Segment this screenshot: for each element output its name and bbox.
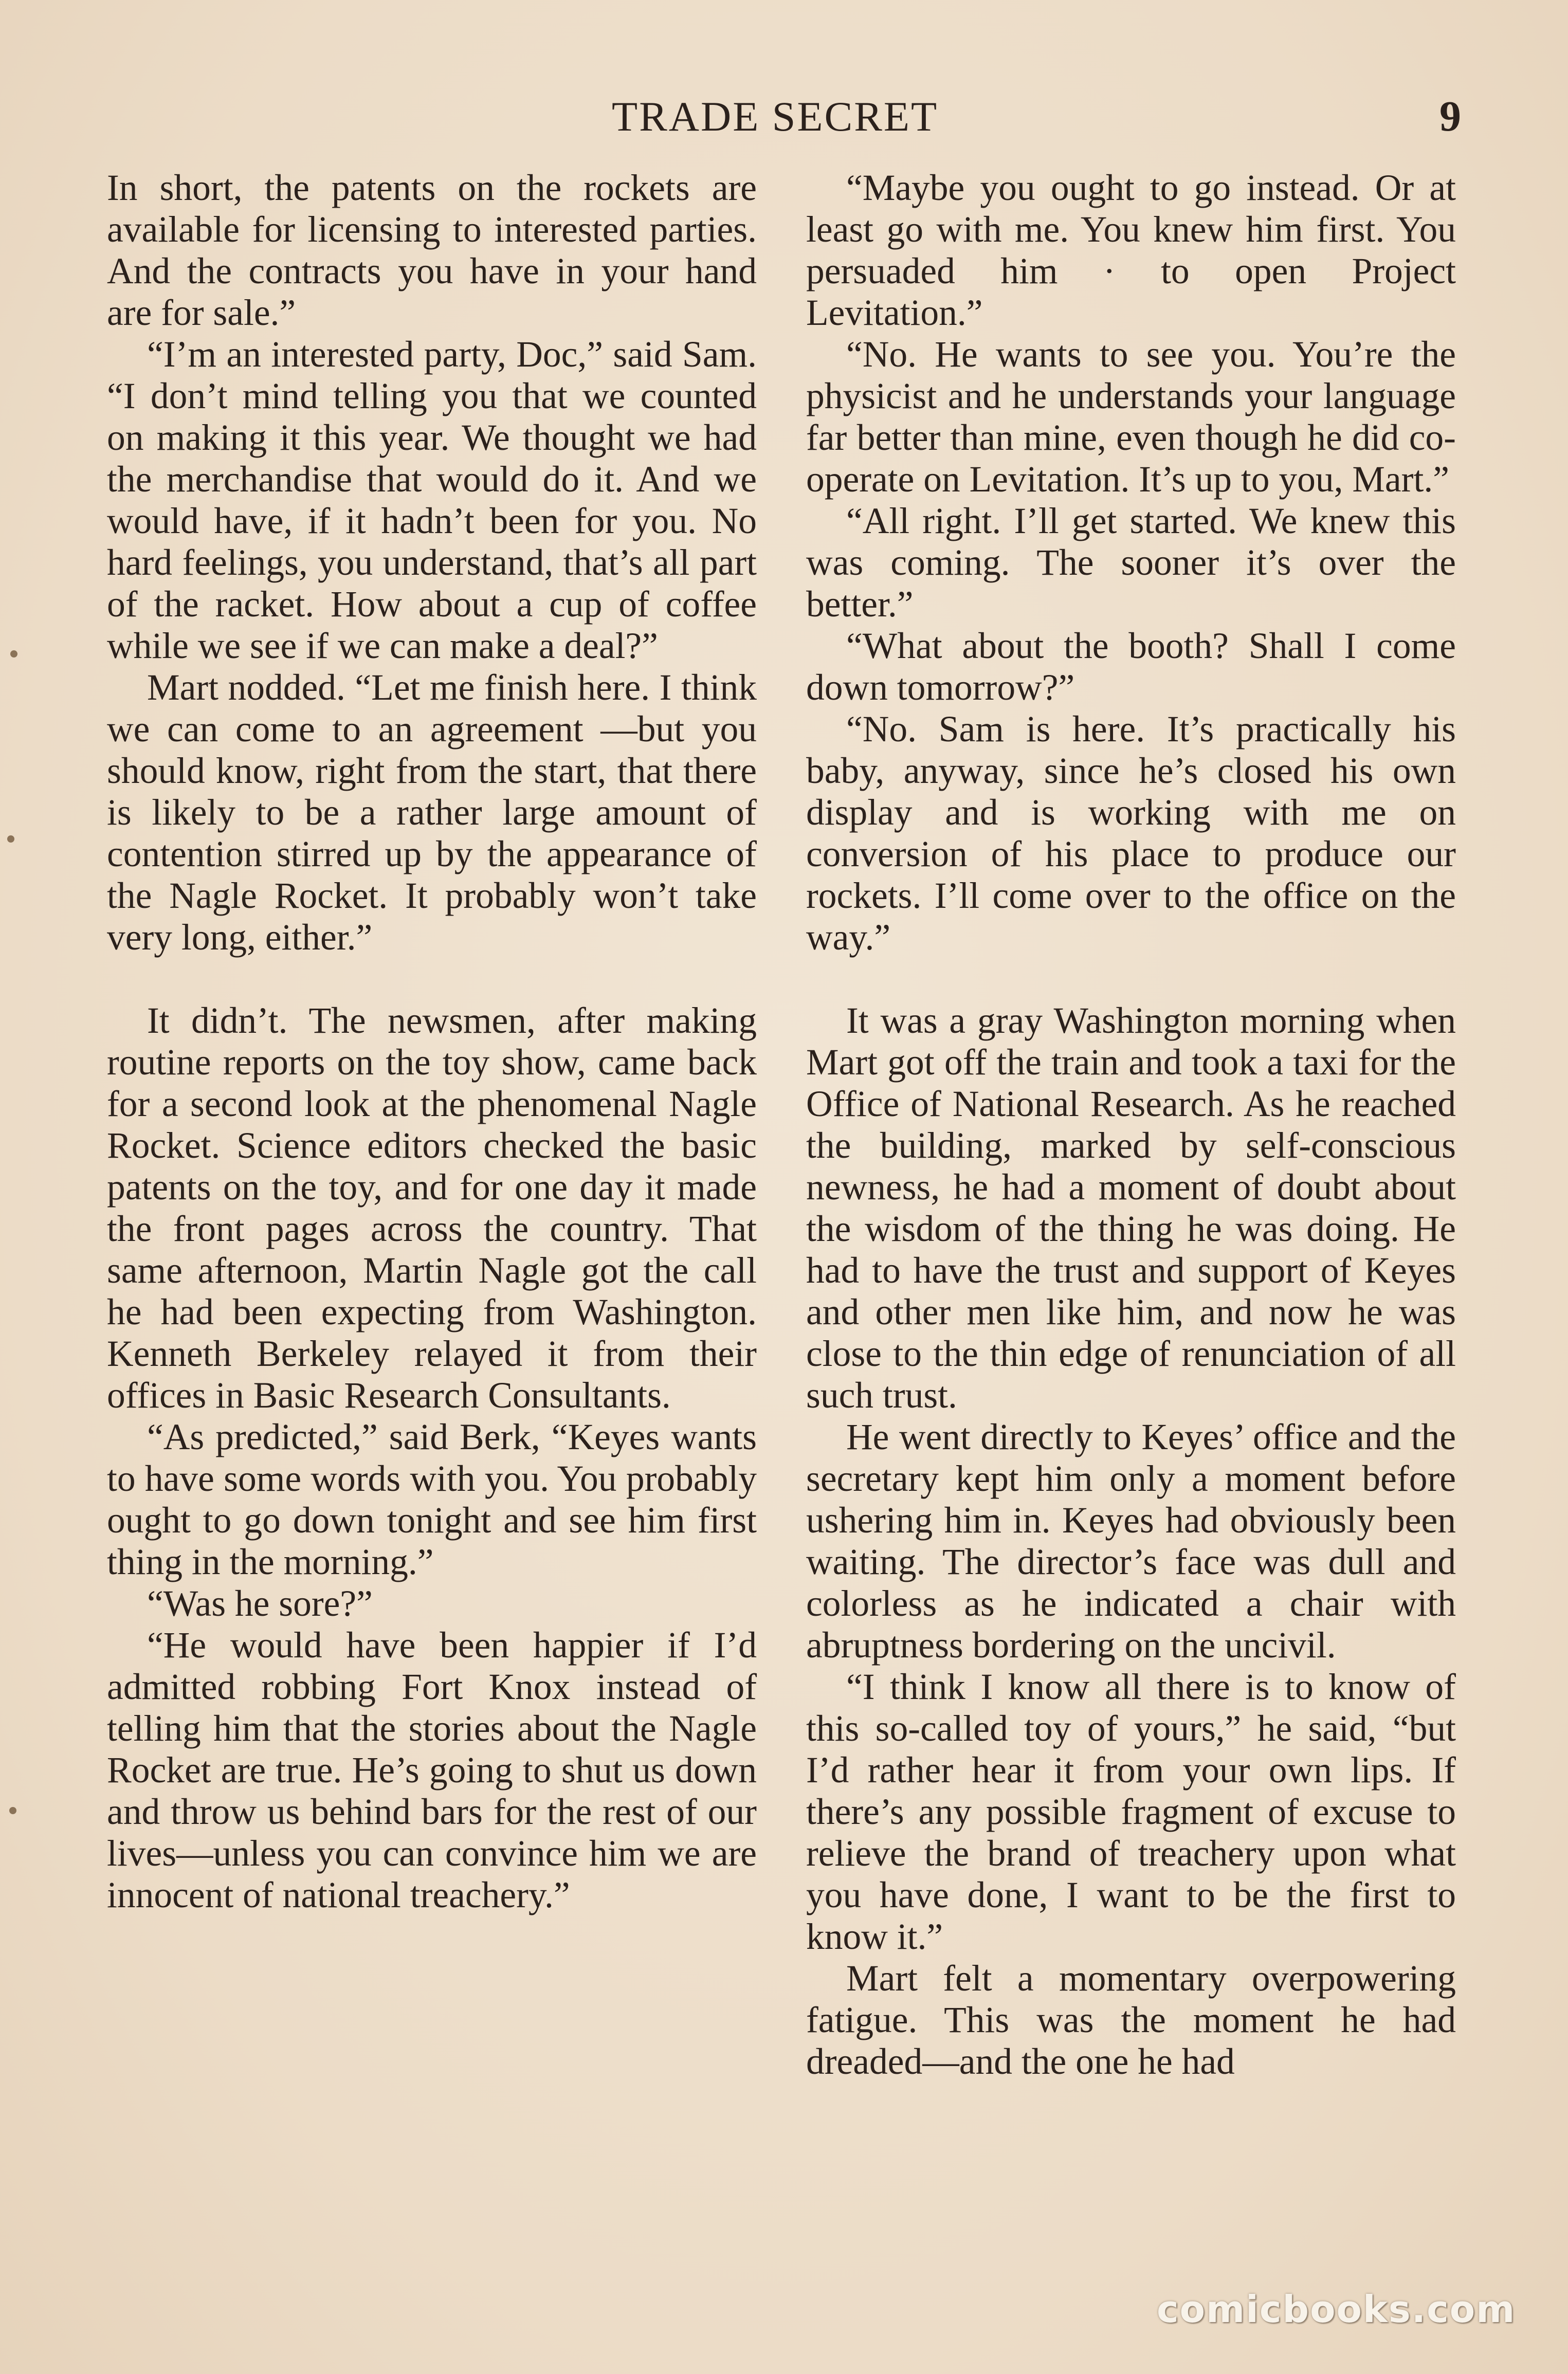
text-column-left [107, 167, 757, 1916]
paragraph: “He would have been happier if I’d admitted robbing Fort Knox instead of telling him that the stories about the Nagle Rocket are true. He’s going to shut us down and throw us behind bars for the rest of our lives—unless you can convince him we are innocent of national treachery.” [107, 1625, 757, 1915]
text-column-right [806, 167, 1456, 2083]
paragraph: He went directly to Keyes’ office and the secretary kept him only a moment before ushering him in. Keyes had obviously been waiting. The director’s face was dull and colorless as he indicated a chair with abruptness bordering on the uncivil. [806, 1417, 1456, 1666]
paragraph: “As predicted,” said Berk, “Keyes wants to have some words with you. You probably ought to go down tonight and see him first thing in the morning.” [107, 1417, 757, 1582]
paragraph: Mart felt a momentary overpowering fatigue. This was the moment he had dreaded—and the one he had [806, 1958, 1456, 2082]
paragraph: “No. Sam is here. It’s practically his baby, anyway, since he’s closed his own display and is working with me on conversion of his place to produce our rockets. I’ll come over to the office on the way.” [806, 709, 1456, 958]
running-title: TRADE SECRET [612, 93, 939, 140]
paragraph: “All right. I’ll get started. We knew this was coming. The sooner it’s over the better.” [806, 501, 1456, 625]
paragraph: It didn’t. The newsmen, after making routine reports on the toy show, came back for a second look at the phenomenal Nagle Rocket. Science editors checked the basic patents on the toy, and for one day it made the front pages across the country. That same afternoon, Martin Nagle got the call he had been expecting from Washington. Kenneth Berkeley relayed it from their offices in Basic Research Consultants. [107, 1000, 757, 1416]
paper-speck [9, 1807, 16, 1814]
running-header [0, 88, 1568, 145]
paragraph: “What about the booth? Shall I come down tomorrow?” [806, 626, 1456, 708]
paragraph: “No. He wants to see you. You’re the physicist and he understands your language far better than mine, even though he did co-operate on Levitation. It’s up to you, Mart.” [806, 334, 1456, 500]
page-number: 9 [1439, 93, 1461, 140]
paper-speck [7, 835, 14, 843]
paragraph: “Maybe you ought to go instead. Or at least go with me. You knew him first. You persuaded him · to open Project Levitation.” [806, 168, 1456, 333]
paragraph: Mart nodded. “Let me finish here. I think we can come to an agreement —but you should know, right from the start, that there is likely to be a rather large amount of contention stirred up by the appearance of the Nagle Rocket. It probably won’t take very long, either.” [107, 667, 757, 958]
paragraph: “I’m an interested party, Doc,” said Sam. “I don’t mind telling you that we counted on making it this year. We thought we had the merchandise that would do it. And we would have, if it hadn’t been for you. No hard feelings, you understand, that’s all part of the racket. How about a cup of coffee while we see if we can make a deal?” [107, 334, 757, 666]
paragraph: It was a gray Washington morning when Mart got off the train and took a taxi for the Office of National Research. As he reached the building, marked by self-conscious newness, he had a moment of doubt about the wisdom of the thing he was doing. He had to have the trust and support of Keyes and other men like him, and now he was close to the thin edge of renunciation of all such trust. [806, 1000, 1456, 1416]
watermark: comicbooks.com [1157, 2288, 1516, 2331]
paragraph: “I think I know all there is to know of this so-called toy of yours,” he said, “but I’d rather hear it from your own lips. If there’s any possible fragment of excuse to relieve the brand of treachery upon what you have done, I want to be the first to know it.” [806, 1667, 1456, 1957]
paragraph: In short, the patents on the rockets are available for licensing to interested parties. And the contracts you have in your hand are for sale.” [107, 168, 757, 333]
paragraph: “Was he sore?” [147, 1583, 373, 1624]
paper-speck [10, 650, 17, 658]
